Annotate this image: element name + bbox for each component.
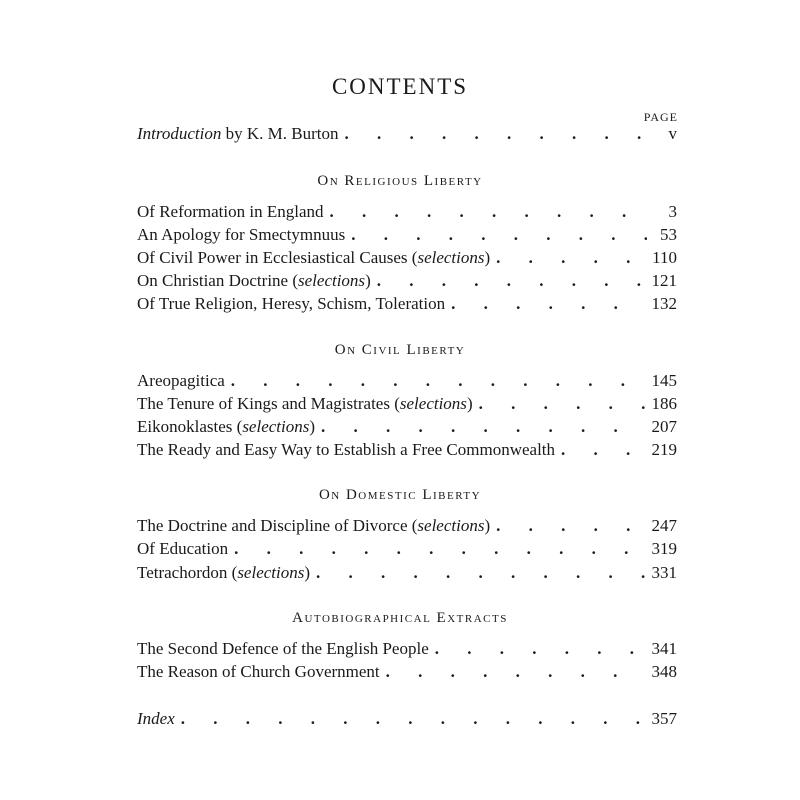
entry-title: Of Education: [137, 539, 229, 558]
entry-title: Index: [137, 709, 175, 728]
entry-title: Tetrachordon: [137, 563, 232, 582]
entry-title: The Tenure of Kings and Magistrates: [137, 394, 395, 413]
toc-entry-index[interactable]: [137, 709, 677, 731]
entry-page: 3: [668, 202, 677, 221]
entry-page: 357: [651, 709, 677, 728]
entry-title: The Doctrine and Discipline of Divorce: [137, 516, 412, 535]
leader-dots: [316, 563, 645, 583]
leader-dots: [321, 417, 645, 437]
toc-entry[interactable]: [137, 639, 677, 661]
section-heading-religious-liberty: On Religious Liberty: [317, 173, 483, 189]
entry-author: by K. M. Burton: [221, 124, 339, 143]
entry-title: Of True Religion, Heresy, Schism, Toleration: [137, 294, 446, 313]
toc-entry[interactable]: Tetrachordon (selections) . . . 331: [137, 563, 677, 585]
toc-entry[interactable]: Of Civil Power in Ecclesiastical Causes (selections) . . . 110: [137, 248, 677, 270]
entry-page: 145: [651, 371, 677, 390]
leader-dots: [479, 394, 646, 414]
entry-note: selections: [237, 563, 305, 582]
leader-dots: [377, 271, 646, 291]
entry-page: 341: [651, 639, 677, 658]
leader-dots: [181, 709, 646, 729]
entry-page: 331: [651, 563, 677, 582]
leader-dots: [451, 294, 645, 314]
entry-title: The Ready and Easy Way to Establish a Free Commonwealth: [137, 440, 556, 459]
entry-page: v: [668, 124, 677, 143]
entry-page: 319: [651, 539, 677, 558]
section-heading-civil-liberty: On Civil Liberty: [334, 342, 466, 358]
entry-page: 247: [651, 516, 677, 535]
leader-dots: [435, 639, 646, 659]
leader-dots: [496, 516, 645, 536]
entry-title: On Christian Doctrine: [137, 271, 293, 290]
toc-entry[interactable]: [137, 371, 677, 393]
page-title: CONTENTS: [331, 74, 469, 99]
entry-note: selections: [399, 394, 467, 413]
entry-page: 121: [651, 271, 677, 290]
entry-note: selections: [298, 271, 366, 290]
entry-page: 53: [660, 225, 677, 244]
entry-page: 348: [651, 662, 677, 681]
leader-dots: [231, 371, 646, 391]
entry-title: Of Reformation in England: [137, 202, 324, 221]
leader-dots: [496, 248, 646, 268]
toc-entry[interactable]: On Christian Doctrine (selections) . . . 121: [137, 271, 677, 293]
toc-entry-introduction[interactable]: [137, 124, 677, 146]
toc-entry[interactable]: [137, 225, 677, 247]
entry-title: Introduction: [137, 124, 222, 143]
toc-entry[interactable]: [137, 662, 677, 684]
toc-entry[interactable]: The Tenure of Kings and Magistrates (selections) . . . 186: [137, 394, 677, 416]
toc-entry[interactable]: [137, 539, 677, 561]
leader-dots: [330, 202, 648, 222]
entry-page: 132: [651, 294, 677, 313]
toc-entry[interactable]: Eikonoklastes (selections) . . . 207: [137, 417, 677, 439]
entry-title: Eikonoklastes: [137, 417, 237, 436]
leader-dots: [561, 440, 645, 460]
entry-page: 207: [651, 417, 677, 436]
entry-page: 219: [651, 440, 677, 459]
page-column-header: PAGE: [643, 110, 678, 124]
section-heading-autobiographical: Autobiographical Extracts: [292, 610, 508, 626]
toc-entry[interactable]: [137, 294, 677, 316]
entry-title: An Apology for Smectymnuus: [137, 225, 346, 244]
entry-title: The Reason of Church Government: [137, 662, 380, 681]
entry-note: selections: [242, 417, 310, 436]
entry-note: selections: [417, 516, 485, 535]
toc-entry[interactable]: [137, 440, 677, 462]
toc-entry[interactable]: [137, 202, 677, 224]
entry-title: Of Civil Power in Ecclesiastical Causes: [137, 248, 412, 267]
toc-entry[interactable]: The Doctrine and Discipline of Divorce (selections) . . . 247: [137, 516, 677, 538]
leader-dots: [351, 225, 647, 245]
entry-title: Areopagitica: [137, 371, 225, 390]
leader-dots: [234, 539, 645, 559]
entry-note: selections: [417, 248, 485, 267]
entry-page: 110: [652, 248, 677, 267]
section-heading-domestic-liberty: On Domestic Liberty: [318, 487, 482, 503]
entry-title: The Second Defence of the English People: [137, 639, 429, 658]
leader-dots: [345, 124, 648, 144]
entry-page: 186: [651, 394, 677, 413]
leader-dots: [386, 662, 646, 682]
